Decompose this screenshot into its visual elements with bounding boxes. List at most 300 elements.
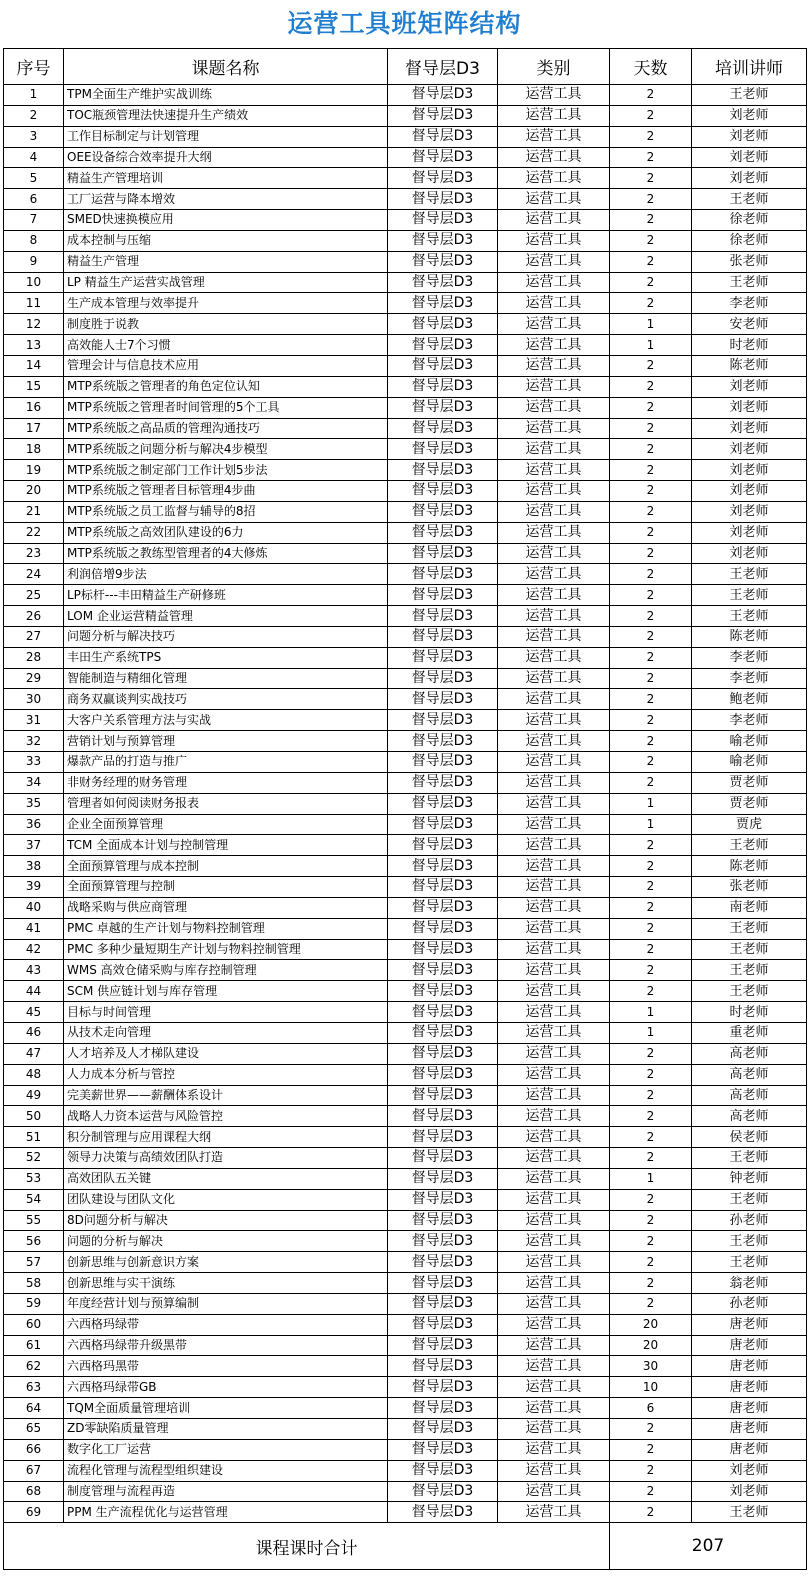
table-row [4,543,807,564]
level-cell: 督导层D3 [388,710,498,731]
teacher-cell: 贾老师 [692,772,807,793]
level-cell: 督导层D3 [388,460,498,481]
category-cell: 运营工具 [498,168,610,189]
teacher-cell: 高老师 [692,1064,807,1085]
teacher-cell: 刘老师 [692,1460,807,1481]
level-cell: 督导层D3 [388,522,498,543]
table-row [4,668,807,689]
level-cell: 督导层D3 [388,1460,498,1481]
level-cell: 督导层D3 [388,105,498,126]
teacher-cell: 王老师 [692,85,807,106]
row-number: 34 [4,772,64,793]
days-cell: 2 [610,85,692,106]
teacher-cell: 刘老师 [692,543,807,564]
course-name: 利润倍增9步法 [64,564,388,585]
days-cell: 2 [610,877,692,898]
category-cell: 运营工具 [498,439,610,460]
table-row [4,1168,807,1189]
course-name: MTP系统版之管理者时间管理的5个工具 [64,397,388,418]
level-cell: 督导层D3 [388,689,498,710]
category-cell: 运营工具 [498,105,610,126]
course-name: TCM 全面成本计划与控制管理 [64,835,388,856]
teacher-cell: 王老师 [692,939,807,960]
days-cell: 20 [610,1335,692,1356]
days-cell: 2 [610,460,692,481]
teacher-cell: 刘老师 [692,418,807,439]
course-name: 爆款产品的打造与推广 [64,752,388,773]
row-number: 59 [4,1293,64,1314]
row-number: 49 [4,1085,64,1106]
teacher-cell: 重老师 [692,1022,807,1043]
teacher-cell: 时老师 [692,335,807,356]
teacher-cell: 刘老师 [692,460,807,481]
level-cell: 督导层D3 [388,501,498,522]
course-name: 精益生产管理 [64,251,388,272]
level-cell: 督导层D3 [388,1043,498,1064]
level-cell: 督导层D3 [388,1398,498,1419]
header-level: 督导层D3 [388,49,498,85]
days-cell: 2 [610,105,692,126]
teacher-cell: 王老师 [692,564,807,585]
course-name: TPM全面生产维护实战训练 [64,85,388,106]
category-cell: 运营工具 [498,1002,610,1023]
teacher-cell: 刘老师 [692,439,807,460]
days-cell: 2 [610,835,692,856]
row-number: 66 [4,1439,64,1460]
days-cell: 2 [610,397,692,418]
table-row [4,1460,807,1481]
category-cell: 运营工具 [498,293,610,314]
level-cell: 督导层D3 [388,1231,498,1252]
teacher-cell: 王老师 [692,981,807,1002]
category-cell: 运营工具 [498,1419,610,1440]
days-cell: 2 [610,147,692,168]
course-name: 智能制造与精细化管理 [64,668,388,689]
table-body [4,85,807,1523]
days-cell: 2 [610,168,692,189]
course-name: 非财务经理的财务管理 [64,772,388,793]
table-row [4,481,807,502]
teacher-cell: 喻老师 [692,752,807,773]
table-row [4,1002,807,1023]
days-cell: 2 [610,293,692,314]
table-row [4,376,807,397]
teacher-cell: 徐老师 [692,210,807,231]
course-name: MTP系统版之高效团队建设的6力 [64,522,388,543]
level-cell: 督导层D3 [388,1293,498,1314]
days-cell: 2 [610,1106,692,1127]
course-name: 战略人力资本运营与风险管控 [64,1106,388,1127]
teacher-cell: 王老师 [692,189,807,210]
row-number: 51 [4,1127,64,1148]
course-matrix-table [3,48,807,1570]
category-cell: 运营工具 [498,1106,610,1127]
level-cell: 督导层D3 [388,752,498,773]
course-name: 生产成本管理与效率提升 [64,293,388,314]
days-cell: 2 [610,1085,692,1106]
row-number: 41 [4,918,64,939]
course-name: 工厂运营与降本增效 [64,189,388,210]
row-number: 35 [4,793,64,814]
teacher-cell: 陈老师 [692,355,807,376]
row-number: 5 [4,168,64,189]
row-number: 1 [4,85,64,106]
category-cell: 运营工具 [498,1064,610,1085]
course-name: 全面预算管理与成本控制 [64,856,388,877]
row-number: 15 [4,376,64,397]
days-cell: 30 [610,1356,692,1377]
teacher-cell: 钟老师 [692,1168,807,1189]
days-cell: 2 [610,1231,692,1252]
table-row [4,1356,807,1377]
level-cell: 督导层D3 [388,1377,498,1398]
teacher-cell: 陈老师 [692,856,807,877]
table-row [4,1189,807,1210]
days-cell: 2 [610,230,692,251]
level-cell: 督导层D3 [388,481,498,502]
category-cell: 运营工具 [498,981,610,1002]
row-number: 63 [4,1377,64,1398]
table-row [4,1085,807,1106]
category-cell: 运营工具 [498,1127,610,1148]
level-cell: 督导层D3 [388,918,498,939]
days-cell: 2 [610,251,692,272]
row-number: 38 [4,856,64,877]
level-cell: 督导层D3 [388,939,498,960]
table-row [4,1377,807,1398]
category-cell: 运营工具 [498,1252,610,1273]
row-number: 52 [4,1148,64,1169]
teacher-cell: 唐老师 [692,1439,807,1460]
category-cell: 运营工具 [498,1314,610,1335]
course-name: MTP系统版之员工监督与辅导的8招 [64,501,388,522]
level-cell: 督导层D3 [388,585,498,606]
days-cell: 2 [610,939,692,960]
level-cell: 督导层D3 [388,793,498,814]
course-name: ZD零缺陷质量管理 [64,1419,388,1440]
days-cell: 2 [610,626,692,647]
teacher-cell: 高老师 [692,1106,807,1127]
teacher-cell: 王老师 [692,918,807,939]
level-cell: 督导层D3 [388,1106,498,1127]
level-cell: 督导层D3 [388,835,498,856]
days-cell: 2 [610,606,692,627]
category-cell: 运营工具 [498,230,610,251]
table-row [4,626,807,647]
row-number: 43 [4,960,64,981]
table-footer-row [4,1523,807,1570]
teacher-cell: 王老师 [692,1189,807,1210]
category-cell: 运营工具 [498,564,610,585]
course-name: 丰田生产系统TPS [64,647,388,668]
table-row [4,1252,807,1273]
table-row [4,210,807,231]
table-row [4,272,807,293]
table-row [4,1127,807,1148]
level-cell: 督导层D3 [388,1502,498,1523]
level-cell: 督导层D3 [388,189,498,210]
table-row [4,168,807,189]
table-row [4,856,807,877]
table-row [4,1502,807,1523]
teacher-cell: 徐老师 [692,230,807,251]
category-cell: 运营工具 [498,251,610,272]
row-number: 14 [4,355,64,376]
category-cell: 运营工具 [498,731,610,752]
teacher-cell: 李老师 [692,710,807,731]
days-cell: 2 [610,752,692,773]
course-name: 从技术走向管理 [64,1022,388,1043]
category-cell: 运营工具 [498,939,610,960]
course-name: 数字化工厂运营 [64,1439,388,1460]
row-number: 3 [4,126,64,147]
row-number: 26 [4,606,64,627]
row-number: 33 [4,752,64,773]
total-value: 207 [610,1523,807,1570]
level-cell: 督导层D3 [388,376,498,397]
row-number: 55 [4,1210,64,1231]
course-name: LP 精益生产运营实战管理 [64,272,388,293]
table-row [4,1398,807,1419]
category-cell: 运营工具 [498,126,610,147]
days-cell: 2 [610,1189,692,1210]
row-number: 7 [4,210,64,231]
teacher-cell: 王老师 [692,606,807,627]
days-cell: 2 [610,501,692,522]
course-name: TQM全面质量管理培训 [64,1398,388,1419]
days-cell: 2 [610,418,692,439]
level-cell: 督导层D3 [388,543,498,564]
level-cell: 督导层D3 [388,1002,498,1023]
row-number: 16 [4,397,64,418]
days-cell: 2 [610,585,692,606]
teacher-cell: 刘老师 [692,168,807,189]
days-cell: 10 [610,1377,692,1398]
category-cell: 运营工具 [498,814,610,835]
teacher-cell: 孙老师 [692,1293,807,1314]
level-cell: 督导层D3 [388,1356,498,1377]
days-cell: 2 [610,1460,692,1481]
level-cell: 督导层D3 [388,147,498,168]
course-name: MTP系统版之教练型管理者的4大修炼 [64,543,388,564]
days-cell: 2 [610,1043,692,1064]
table-row [4,752,807,773]
course-name: 目标与时间管理 [64,1002,388,1023]
category-cell: 运营工具 [498,1231,610,1252]
course-name: MTP系统版之制定部门工作计划5步法 [64,460,388,481]
course-name: 营销计划与预算管理 [64,731,388,752]
days-cell: 2 [610,1064,692,1085]
table-row [4,1106,807,1127]
days-cell: 1 [610,1168,692,1189]
level-cell: 督导层D3 [388,564,498,585]
category-cell: 运营工具 [498,460,610,481]
level-cell: 督导层D3 [388,1335,498,1356]
teacher-cell: 南老师 [692,897,807,918]
table-row [4,126,807,147]
category-cell: 运营工具 [498,1460,610,1481]
category-cell: 运营工具 [498,1022,610,1043]
days-cell: 2 [610,981,692,1002]
days-cell: 1 [610,793,692,814]
table-row [4,564,807,585]
category-cell: 运营工具 [498,1168,610,1189]
row-number: 61 [4,1335,64,1356]
course-name: 工作目标制定与计划管理 [64,126,388,147]
table-row [4,814,807,835]
course-name: 8D问题分析与解决 [64,1210,388,1231]
level-cell: 督导层D3 [388,1439,498,1460]
teacher-cell: 王老师 [692,272,807,293]
level-cell: 督导层D3 [388,856,498,877]
level-cell: 督导层D3 [388,897,498,918]
course-name: 六西格玛绿带GB [64,1377,388,1398]
days-cell: 2 [610,210,692,231]
days-cell: 2 [610,731,692,752]
days-cell: 2 [610,481,692,502]
table-row [4,1043,807,1064]
row-number: 64 [4,1398,64,1419]
teacher-cell: 王老师 [692,835,807,856]
course-name: 成本控制与压缩 [64,230,388,251]
days-cell: 2 [610,1419,692,1440]
table-row [4,647,807,668]
category-cell: 运营工具 [498,418,610,439]
row-number: 68 [4,1481,64,1502]
teacher-cell: 王老师 [692,960,807,981]
table-row [4,731,807,752]
row-number: 28 [4,647,64,668]
teacher-cell: 张老师 [692,251,807,272]
table-row [4,105,807,126]
level-cell: 督导层D3 [388,1085,498,1106]
level-cell: 督导层D3 [388,439,498,460]
row-number: 9 [4,251,64,272]
level-cell: 督导层D3 [388,814,498,835]
teacher-cell: 唐老师 [692,1335,807,1356]
level-cell: 督导层D3 [388,731,498,752]
course-name: SCM 供应链计划与库存管理 [64,981,388,1002]
table-row [4,960,807,981]
level-cell: 督导层D3 [388,293,498,314]
course-name: 流程化管理与流程型组织建设 [64,1460,388,1481]
course-name: 创新思维与实干演练 [64,1273,388,1294]
category-cell: 运营工具 [498,272,610,293]
table-row [4,1210,807,1231]
days-cell: 2 [610,689,692,710]
course-name: LOM 企业运营精益管理 [64,606,388,627]
row-number: 40 [4,897,64,918]
course-name: 精益生产管理培训 [64,168,388,189]
category-cell: 运营工具 [498,793,610,814]
row-number: 60 [4,1314,64,1335]
level-cell: 督导层D3 [388,272,498,293]
category-cell: 运营工具 [498,606,610,627]
table-row [4,585,807,606]
table-row [4,1439,807,1460]
teacher-cell: 刘老师 [692,376,807,397]
row-number: 27 [4,626,64,647]
level-cell: 督导层D3 [388,626,498,647]
teacher-cell: 张老师 [692,877,807,898]
level-cell: 督导层D3 [388,210,498,231]
table-row [4,877,807,898]
category-cell: 运营工具 [498,335,610,356]
teacher-cell: 侯老师 [692,1127,807,1148]
table-row [4,1273,807,1294]
category-cell: 运营工具 [498,1085,610,1106]
row-number: 58 [4,1273,64,1294]
table-row [4,1064,807,1085]
category-cell: 运营工具 [498,501,610,522]
table-row [4,1419,807,1440]
course-name: 领导力决策与高绩效团队打造 [64,1148,388,1169]
row-number: 12 [4,314,64,335]
course-name: 问题的分析与解决 [64,1231,388,1252]
row-number: 23 [4,543,64,564]
days-cell: 2 [610,960,692,981]
table-row [4,460,807,481]
table-row [4,772,807,793]
category-cell: 运营工具 [498,647,610,668]
teacher-cell: 刘老师 [692,501,807,522]
row-number: 25 [4,585,64,606]
days-cell: 2 [610,564,692,585]
total-label: 课程课时合计 [4,1523,610,1570]
category-cell: 运营工具 [498,481,610,502]
table-row [4,251,807,272]
table-row [4,397,807,418]
table-row [4,439,807,460]
course-name: 商务双赢谈判实战技巧 [64,689,388,710]
category-cell: 运营工具 [498,918,610,939]
row-number: 20 [4,481,64,502]
days-cell: 6 [610,1398,692,1419]
table-row [4,793,807,814]
row-number: 22 [4,522,64,543]
teacher-cell: 安老师 [692,314,807,335]
course-name: PMC 多种少量短期生产计划与物料控制管理 [64,939,388,960]
course-name: OEE设备综合效率提升大纲 [64,147,388,168]
course-name: MTP系统版之管理者的角色定位认知 [64,376,388,397]
category-cell: 运营工具 [498,668,610,689]
category-cell: 运营工具 [498,1210,610,1231]
row-number: 32 [4,731,64,752]
category-cell: 运营工具 [498,1043,610,1064]
table-row [4,1148,807,1169]
row-number: 45 [4,1002,64,1023]
teacher-cell: 王老师 [692,585,807,606]
category-cell: 运营工具 [498,397,610,418]
level-cell: 督导层D3 [388,168,498,189]
course-name: MTP系统版之高品质的管理沟通技巧 [64,418,388,439]
category-cell: 运营工具 [498,376,610,397]
course-name: 制度管理与流程再造 [64,1481,388,1502]
course-name: 六西格玛绿带 [64,1314,388,1335]
teacher-cell: 唐老师 [692,1398,807,1419]
days-cell: 1 [610,314,692,335]
teacher-cell: 刘老师 [692,147,807,168]
teacher-cell: 鲍老师 [692,689,807,710]
table-row [4,501,807,522]
level-cell: 督导层D3 [388,1481,498,1502]
category-cell: 运营工具 [498,543,610,564]
course-name: 团队建设与团队文化 [64,1189,388,1210]
level-cell: 督导层D3 [388,1064,498,1085]
row-number: 30 [4,689,64,710]
table-row [4,1022,807,1043]
category-cell: 运营工具 [498,877,610,898]
